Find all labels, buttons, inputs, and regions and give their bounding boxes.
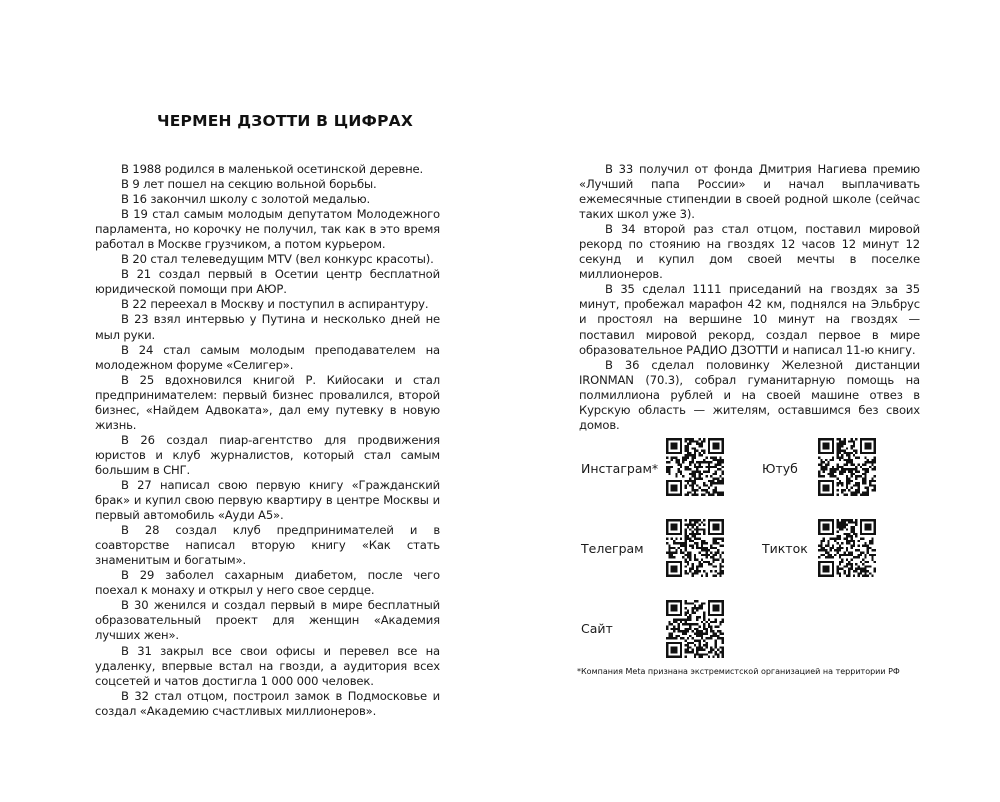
- paragraph: В 27 написал свою первую книгу «Гражданский брак» и купил свою первую квартиру в центре Москвы и первый автомобиль «Ауди А5».: [95, 477, 440, 523]
- paragraph: В 25 вдохновился книгой Р. Кийосаки и стал предпринимателем: первый бизнес провалился, второй бизнес, «Найдем Адвоката», дал ему путевку в новую жизнь.: [95, 372, 440, 432]
- paragraph: В 34 второй раз стал отцом, поставил мировой рекорд по стоянию на гвоздях 12 часов 12 минут 12 секунд и купил дом своей мечты в поселке миллионеров.: [579, 222, 920, 282]
- paragraph: В 9 лет пошел на секцию вольной борьбы.: [121, 177, 377, 192]
- paragraph: В 1988 родился в маленькой осетинской деревне.: [121, 162, 424, 176]
- footnote: *Компания Meta признана экстремистской организацией на территории РФ: [577, 667, 900, 676]
- paragraph: В 30 женился и создал первый в мире бесплатный образовательный проект для женщин «Академия лучших жен».: [95, 598, 440, 643]
- paragraph: В 26 создал пиар-агентство для продвижения юристов и клуб журналистов, который стал самым большим в СНГ.: [95, 432, 440, 477]
- youtube-label: Ютуб: [762, 461, 798, 476]
- paragraph: В 31 закрыл все свои офисы и перевел все на удаленку, впервые встал на гвозди, а аудитория всех соцсетей и чатов достигла 1 000 000 человек.: [95, 643, 440, 688]
- paragraph: В 32 стал отцом, построил замок в Подмосковье и создал «Академию счастливых миллионеров».: [95, 688, 440, 718]
- paragraph: В 33 получил от фонда Дмитрия Нагиева премию «Лучший папа России» и начал выплачивать ежемесячные стипендии в своей родной школе (сейчас таких школ уже 3).: [579, 162, 920, 222]
- page-title: ЧЕРМЕН ДЗОТТИ В ЦИФРАХ: [157, 112, 414, 130]
- paragraph: В 22 переехал в Москву и поступил в аспирантуру.: [121, 297, 429, 312]
- right-column: [579, 162, 920, 433]
- paragraph: В 29 заболел сахарным диабетом, после чего поехал к монаху и открыл у него свое сердце.: [95, 568, 440, 598]
- paragraph: В 35 сделал 1111 приседаний на гвоздях за 35 минут, пробежал марафон 42 км, поднялся на Эльбрус и простоял на вершине 10 минут на гвоздях — поставил мировой рекорд, создал первое в мире образовательное РАДИО ДЗОТТИ и написал 11-ю книгу.: [579, 282, 920, 357]
- telegram-qr-code-icon[interactable]: [666, 519, 724, 577]
- paragraph: В 36 сделал половинку Железной дистанции IRONMAN (70.3), собрал гуманитарную помощь на полмиллиона рублей и на своей машине отвез в Курскую область — жителям, оставшимся без своих домов.: [579, 357, 920, 432]
- youtube-qr-code-icon[interactable]: [818, 438, 876, 496]
- paragraph: В 24 стал самым молодым преподавателем на молодежном форуме «Селигер».: [95, 342, 440, 372]
- social-links: [580, 434, 920, 664]
- paragraph: В 19 стал самым молодым депутатом Молодежного парламента, но корочку не получил, так как в это время работал в Москве грузчиком, а потом курьером.: [95, 207, 440, 252]
- instagram-label: Инстаграм*: [581, 461, 659, 476]
- paragraph: В 23 взял интервью у Путина и несколько дней не мыл руки.: [95, 312, 440, 342]
- site-label: Сайт: [581, 621, 613, 636]
- paragraph: В 20 стал телеведущим MTV (вел конкурс красоты).: [121, 252, 434, 267]
- instagram-qr-code-icon[interactable]: [666, 438, 724, 496]
- paragraph: В 21 создал первый в Осетии центр бесплатной юридической помощи при АЮР.: [95, 267, 440, 297]
- site-qr-code-icon[interactable]: [666, 600, 724, 658]
- tiktok-label: Тикток: [762, 541, 808, 556]
- paragraph: В 16 закончил школу с золотой медалью.: [121, 192, 371, 207]
- left-column: [95, 162, 440, 719]
- tiktok-qr-code-icon[interactable]: [818, 519, 876, 577]
- telegram-label: Телеграм: [581, 541, 644, 556]
- paragraph: В 28 создал клуб предпринимателей и в соавторстве написал вторую книгу «Как стать знаменитым и богатым».: [95, 523, 440, 568]
